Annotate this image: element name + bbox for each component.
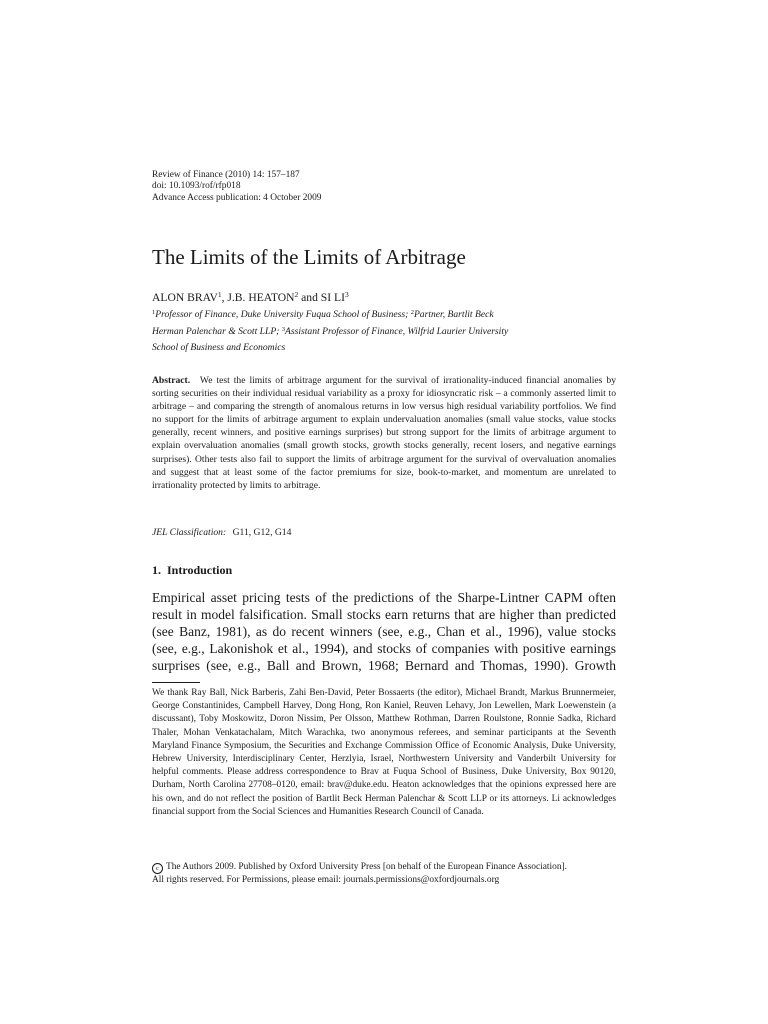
jel-codes: G11, G12, G14	[232, 527, 292, 538]
body-text-line: surprises (see, e.g., Ball and Brown, 1968; Bernard and Thomas, 1990). Growth	[152, 658, 616, 673]
author-affiliations	[152, 307, 616, 357]
footnote-divider	[152, 682, 200, 683]
affiliation-mark: 2	[410, 309, 414, 316]
introduction-body	[152, 589, 616, 674]
journal-doi: doi: 10.1093/rof/rfp018	[152, 181, 241, 192]
author-separator: ,	[221, 291, 228, 304]
copyright-line: All rights reserved. For Permissions, please email: journals.permissions@oxfordjournals.org	[152, 875, 500, 885]
abstract-text: We test the limits of arbitrage argument for the survival of irrationality-induced financial anomalies by sorting securities on their individual residual variability as a proxy for idiosyncratic risk – a commonly asserted limit to arbitrage – and comparing the strength of anomalous returns in low versus high residual variability portfolios. We find no support for the limits of arbitrage argument to explain undervaluation anomalies (small value stocks, value stocks generally, recent winners, and positive earnings surprises) but strong support for the limits of arbitrage argument to explain overvaluation anomalies (small growth stocks, growth stocks generally, recent losers, and negative earnings surprises). Other tests also fail to support the limits of arbitrage argument for the survival of overvaluation anomalies and suggest that at least some of the factor premiums for size, book-to-market, and momentum are unrelated to irrationality protected by limits to arbitrage.	[152, 375, 616, 491]
author-name: J.B. HEATON	[227, 291, 295, 304]
jel-label: JEL Classification:	[152, 527, 227, 538]
author-affiliation-mark: 2	[294, 290, 299, 299]
affiliation-text: Assistant Professor of Finance, Wilfrid Laurier University	[285, 325, 509, 337]
section-heading	[152, 563, 232, 578]
affiliation-text: Herman Palenchar & Scott LLP;	[152, 325, 282, 337]
jel-classification	[152, 527, 291, 539]
body-text-line: (see Banz, 1981), as do recent winners (see, e.g., Chan et al., 1996), value stocks	[152, 624, 616, 639]
author-name: ALON BRAV	[152, 291, 218, 304]
author-list	[152, 291, 349, 305]
author-affiliation-mark: 3	[344, 290, 349, 299]
copyright-notice	[152, 861, 567, 886]
copyright-icon: c	[152, 863, 163, 874]
copyright-text: The Authors 2009. Published by Oxford University Press [on behalf of the European Finance Association].	[166, 862, 567, 872]
affiliation-text: Professor of Finance, Duke University Fuqua School of Business;	[155, 309, 411, 320]
author-affiliation-mark: 1	[217, 290, 222, 299]
abstract-label: Abstract.	[152, 375, 191, 386]
paper-title: The Limits of the Limits of Arbitrage	[152, 245, 466, 269]
affiliation-text: Partner, Bartlit Beck	[413, 309, 494, 320]
body-text-line: Empirical asset pricing tests of the predictions of the Sharpe-Lintner CAPM often	[152, 590, 616, 605]
affiliation-line: School of Business and Economics	[152, 342, 286, 353]
author-name: SI LI	[320, 291, 345, 304]
journal-access-date: Advance Access publication: 4 October 2009	[152, 192, 322, 203]
affiliation-line	[152, 307, 616, 324]
section-number: 1.	[152, 563, 161, 577]
affiliation-line	[152, 324, 616, 341]
affiliation-mark: 3	[281, 325, 286, 333]
section-title: Introduction	[167, 563, 233, 577]
body-text-line: result in model falsification. Small stocks earn returns that are higher than predicted	[152, 607, 616, 622]
journal-header	[152, 170, 321, 204]
copyright-line	[152, 861, 567, 874]
body-text-line: (see, e.g., Lakonishok et al., 1994), and stocks of companies with positive earnings	[152, 641, 616, 656]
journal-citation: Review of Finance (2010) 14: 157–187	[152, 170, 300, 180]
acknowledgements-footnote: We thank Ray Ball, Nick Barberis, Zahi Ben-David, Peter Bossaerts (the editor), Michael Brandt, Markus Brunnermeier, George Constantinides, Campbell Harvey, Dong Hong, Ron Kaniel, Reuven Lehavy, Jon Lewellen, Mark Loewenstein (a discussant), Toby Moskowitz, Doron Nissim, Per Olsson, Matthew Rothman, Darren Roulstone, Ronnie Sadka, Richard Thaler, Mohan Venkatachalam, Mitch Warachka, two anonymous referees, and seminar participants at the Seventh Maryland Finance Symposium, the Securities and Exchange Commission Office of Economic Analysis, Duke University, Hebrew University, Interdisciplinary Center, Herzlyia, Israel, Northwestern University and Vanderbilt University for helpful comments. Please address correspondence to Brav at Fuqua School of Business, Duke University, Box 90120, Durham, North Carolina 27708–0120, email: brav@duke.edu. Heaton acknowledges that the opinions expressed here are his own, and do not reflect the position of Bartlit Beck Herman Palenchar & Scott LLP or its attorneys. Li acknowledges financial support from the Social Sciences and Humanities Research Council of Canada.	[152, 688, 616, 817]
author-separator: and	[298, 291, 321, 304]
affiliation-mark: 1	[152, 309, 156, 316]
abstract	[152, 374, 616, 492]
